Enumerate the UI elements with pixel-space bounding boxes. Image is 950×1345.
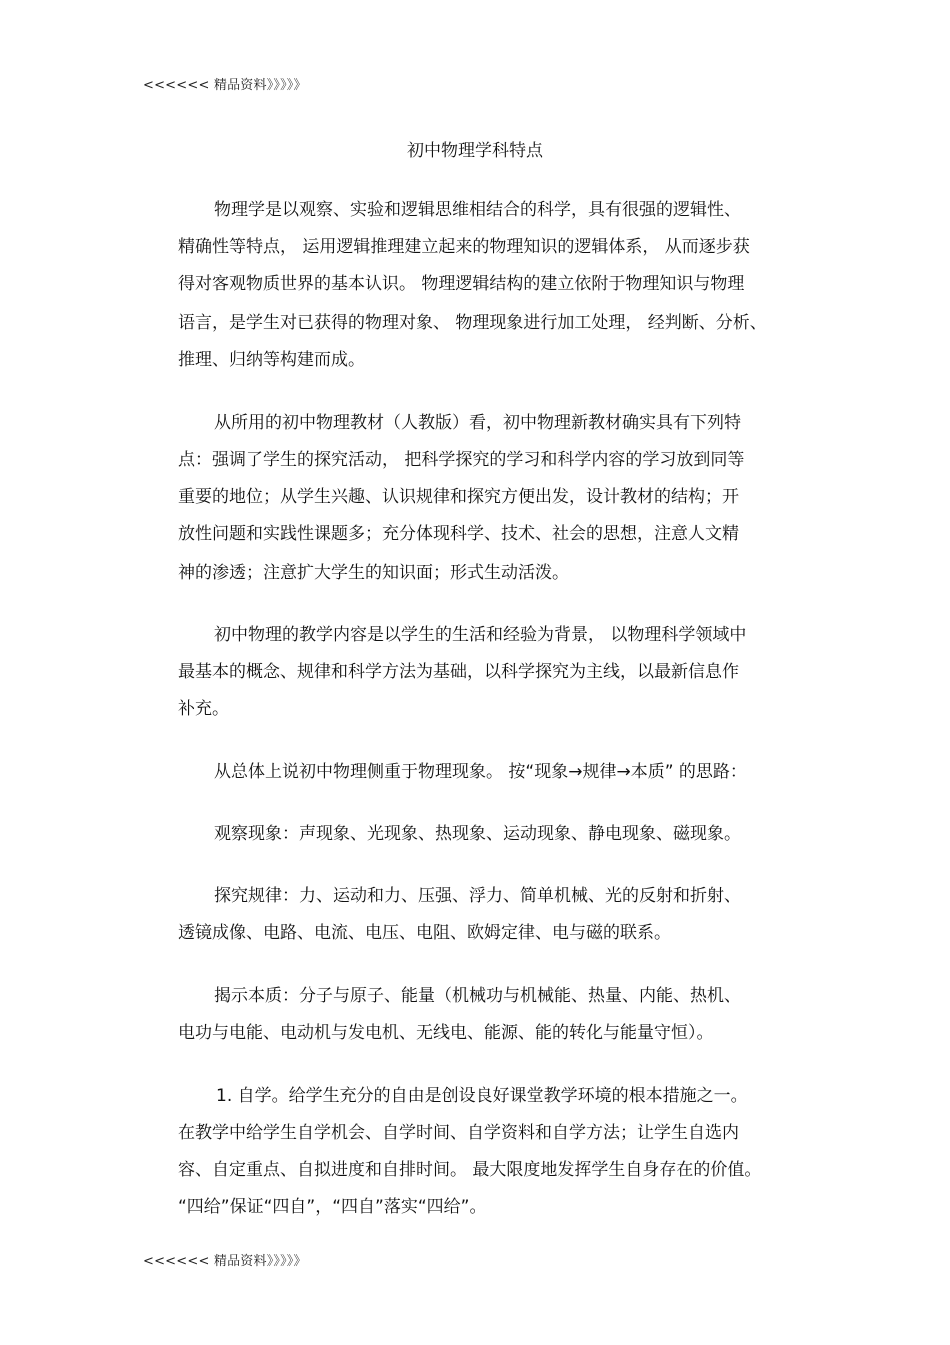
paragraph-2-line-1: 从所用的初中物理教材（人教版）看，初中物理新教材确实具有下列特 [214,413,741,433]
paragraph-2-line-3: 重要的地位；从学生兴趣、认识规律和探究方便出发，设计教材的结构；开 [178,487,739,507]
paragraph-1-line-3: 得对客观物质世界的基本认识。 物理逻辑结构的建立依附于物理知识与物理 [178,274,745,294]
paragraph-6-line-2: 透镜成像、电路、电流、电压、电阻、欧姆定律、电与磁的联系。 [178,923,671,943]
page-header-note: <<<<<< 精品资料》》》》》 [143,78,307,93]
paragraph-1-line-5: 推理、归纳等构建而成。 [178,350,365,370]
paragraph-7-line-2: 电功与电能、电动机与发电机、无线电、能源、能的转化与能量守恒）。 [178,1023,714,1043]
paragraph-8-line-3: 容、自定重点、自拟进度和自排时间。 最大限度地发挥学生自身存在的价值。 [178,1160,762,1180]
paragraph-3-line-3: 补充。 [178,699,229,719]
paragraph-2-line-4: 放性问题和实践性课题多；充分体现科学、技术、社会的思想，注意人文精 [178,524,739,544]
page-footer-note: <<<<<< 精品资料》》》》》 [143,1254,307,1269]
paragraph-8-line-2: 在教学中给学生自学机会、自学时间、自学资料和自学方法；让学生自选内 [178,1123,739,1143]
paragraph-2-line-2: 点：强调了学生的探究活动， 把科学探究的学习和科学内容的学习放到同等 [178,450,745,470]
paragraph-1-line-1: 物理学是以观察、实验和逻辑思维相结合的科学，具有很强的逻辑性、 [214,200,741,220]
paragraph-5-line-1: 观察现象：声现象、光现象、热现象、运动现象、静电现象、磁现象。 [214,824,741,844]
paragraph-1-line-2: 精确性等特点， 运用逻辑推理建立起来的物理知识的逻辑体系， 从而逐步获 [178,237,750,257]
paragraph-2-line-5: 神的渗透；注意扩大学生的知识面；形式生动活泼。 [178,563,569,583]
paragraph-1-line-4: 语言，是学生对已获得的物理对象、 物理现象进行加工处理， 经判断、分析、 [178,313,767,333]
paragraph-3-line-1: 初中物理的教学内容是以学生的生活和经验为背景， 以物理科学领域中 [214,625,747,645]
paragraph-4-line-1: 从总体上说初中物理侧重于物理现象。 按“现象→规律→本质” 的思路： [214,762,747,782]
paragraph-8-line-1: 1. 自学。给学生充分的自由是创设良好课堂教学环境的根本措施之一。 [216,1086,748,1106]
paragraph-6-line-1: 探究规律：力、运动和力、压强、浮力、简单机械、光的反射和折射、 [214,886,741,906]
paragraph-7-line-1: 揭示本质：分子与原子、能量（机械功与机械能、热量、内能、热机、 [214,986,741,1006]
paragraph-3-line-2: 最基本的概念、规律和科学方法为基础，以科学探究为主线，以最新信息作 [178,662,739,682]
paragraph-8-line-4: “四给”保证“四自”，“四自”落实“四给”。 [178,1197,487,1217]
document-title: 初中物理学科特点 [407,141,543,161]
